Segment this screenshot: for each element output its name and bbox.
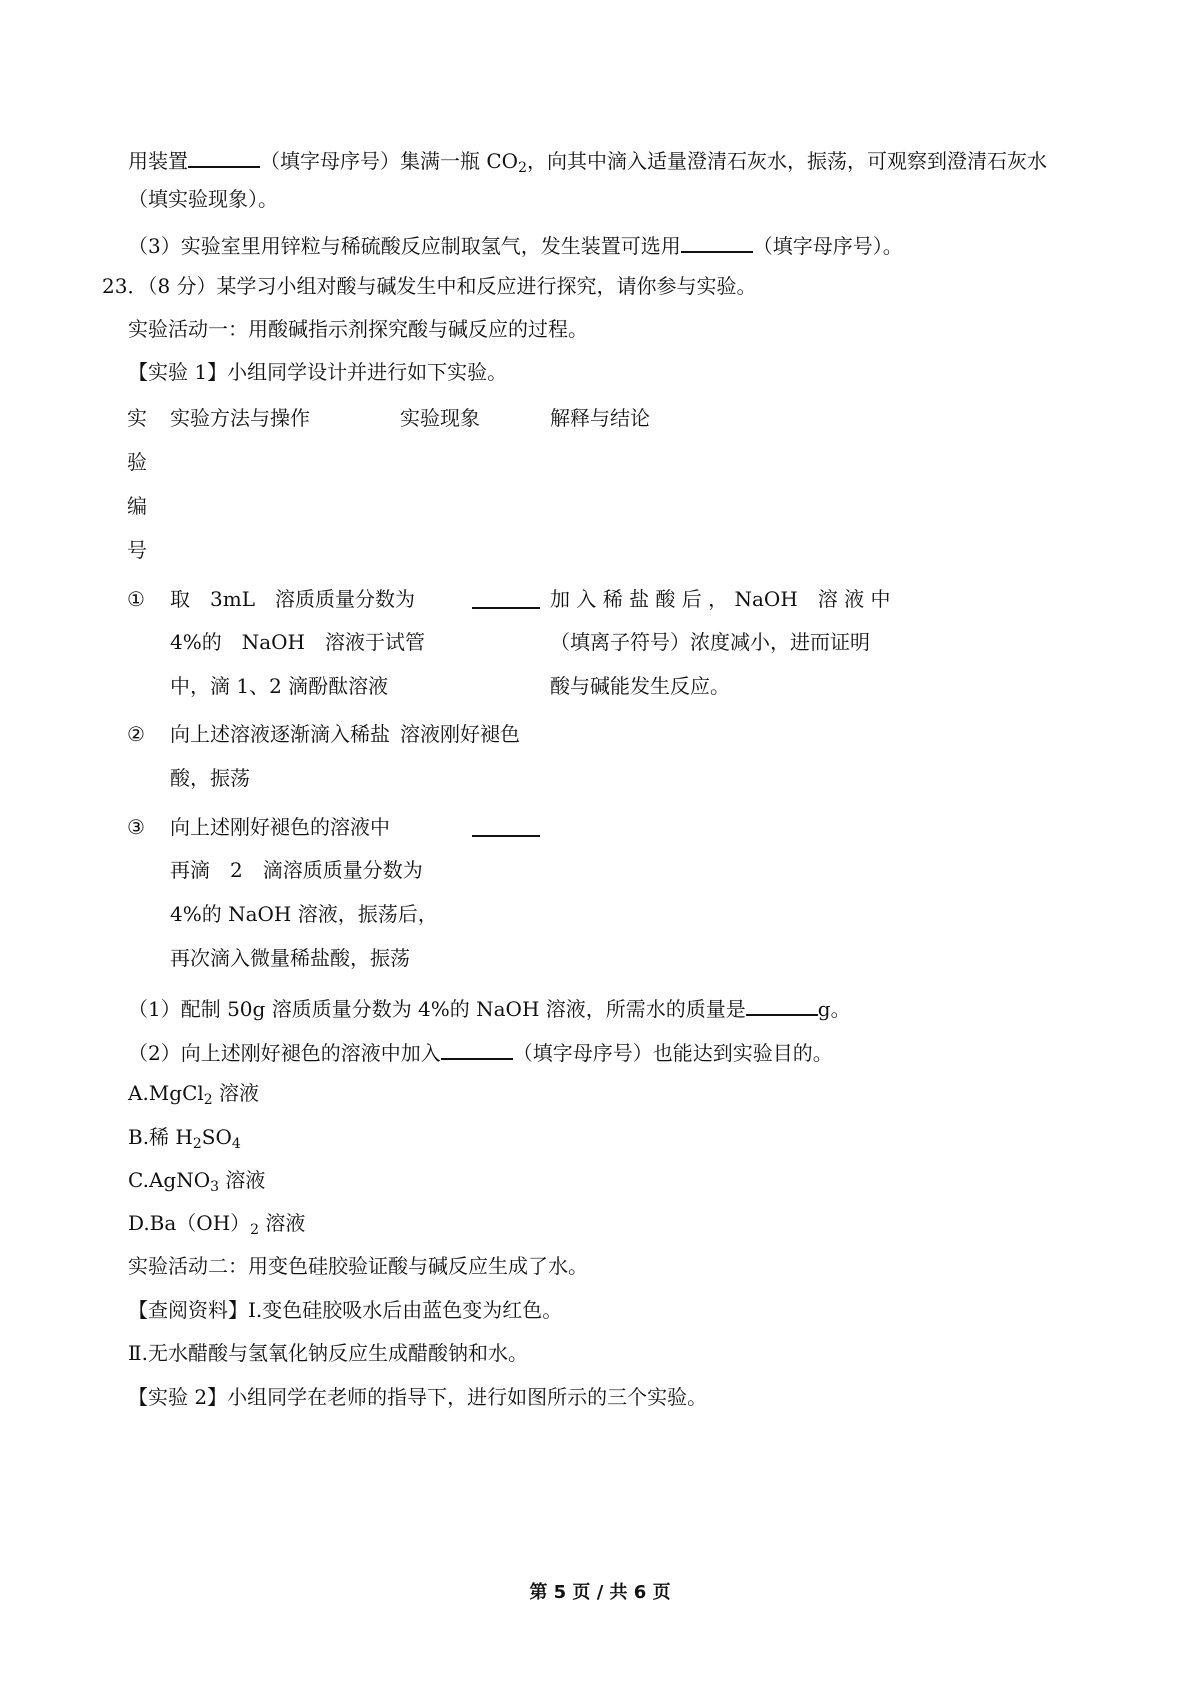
answer-blank [188,148,260,168]
subscript: 2 [518,160,527,176]
text: （填字母序号）。 [752,234,903,258]
header-number: 编 [127,494,147,518]
text: g。 [817,997,851,1021]
text: SO [201,1125,232,1149]
text: 用装置 [128,149,188,173]
text: 溶液 [259,1211,306,1235]
row-method: 向上述溶液逐渐滴入稀盐 [170,722,390,746]
header-number: 号 [127,538,147,562]
text: D.Ba（OH） [128,1211,251,1235]
row-method: 4%的 NaOH 溶液于试管 [170,630,425,654]
header-number: 实 [127,406,147,430]
row-method: 再滴 2 滴溶质质量分数为 [170,858,423,882]
row-conclusion: 加 入 稀 盐 酸 后 ， NaOH 溶 液 中 [550,587,891,611]
reference-line: 【查阅资料】Ⅰ.变色硅胶吸水后由蓝色变为红色。 [128,1298,563,1322]
answer-blank [472,817,540,840]
subscript: 2 [250,1222,260,1238]
row-method: 向上述刚好褪色的溶液中 [170,815,390,839]
row-method: 取 3mL 溶质质量分数为 [170,587,415,611]
answer-blank [472,589,540,612]
option-a [128,1081,260,1108]
header-number: 验 [127,450,147,474]
header-phenomenon: 实验现象 [400,406,480,430]
subscript: 2 [192,1136,202,1152]
text-line [128,996,851,1019]
row-phenomenon: 溶液刚好褪色 [400,722,520,746]
option-b [128,1125,241,1152]
answer-blank [746,996,818,1016]
question-heading: 23．（8 分）某学习小组对酸与碱发生中和反应进行探究，请你参与实验。 [102,274,757,298]
header-conclusion: 解释与结论 [550,406,650,430]
header-method: 实验方法与操作 [170,406,310,430]
subscript: 4 [231,1136,241,1152]
row-method: 酸，振荡 [170,766,250,790]
text: （1）配制 50g 溶质质量分数为 4%的 NaOH 溶液，所需水的质量是 [128,997,746,1021]
row-method: 4%的 NaOH 溶液，振荡后， [170,902,438,926]
page-footer: 第 5 页 / 共 6 页 [529,1582,671,1603]
text: （3）实验室里用锌粒与稀硫酸反应制取氢气，发生装置可选用 [128,234,681,258]
experiment-heading: 【实验 1】小组同学设计并进行如下实验。 [128,360,508,384]
activity-heading: 实验活动一：用酸碱指示剂探究酸与碱反应的过程。 [128,317,588,341]
experiment-heading: 【实验 2】小组同学在老师的指导下，进行如图所示的三个实验。 [128,1385,708,1409]
text-line [128,148,1047,176]
row-number: ② [127,722,145,746]
reference-line: Ⅱ.无水醋酸与氢氧化钠反应生成醋酸钠和水。 [128,1341,528,1365]
text-line [128,1040,833,1063]
text: B.稀 H [128,1125,193,1149]
activity-heading: 实验活动二：用变色硅胶验证酸与碱反应生成了水。 [128,1254,588,1278]
row-method: 再次滴入微量稀盐酸，振荡 [170,946,410,970]
text: 溶液 [219,1168,266,1192]
subscript: 3 [210,1179,220,1195]
option-d [128,1211,306,1238]
text: （2）向上述刚好褪色的溶液中加入 [128,1041,441,1065]
row-conclusion: 酸与碱能发生反应。 [550,674,730,698]
text-line [128,233,903,256]
subscript: 2 [203,1092,213,1108]
row-conclusion: （填离子符号）浓度减小，进而证明 [550,630,870,654]
text: （填字母序号）集满一瓶 CO [260,149,519,173]
answer-blank [441,1040,513,1060]
text-line: （填实验现象）。 [128,187,278,211]
row-number: ③ [127,815,145,839]
text: 溶液 [212,1081,260,1105]
option-c [128,1168,266,1195]
row-number: ① [127,587,145,611]
text: A.MgCl [128,1081,204,1105]
text: （填字母序号）也能达到实验目的。 [512,1041,833,1065]
answer-blank [681,233,753,253]
text: C.AgNO [128,1168,211,1192]
text: ，向其中滴入适量澄清石灰水，振荡，可观察到澄清石灰水 [526,149,1047,173]
row-method: 中，滴 1、2 滴酚酞溶液 [170,674,389,698]
